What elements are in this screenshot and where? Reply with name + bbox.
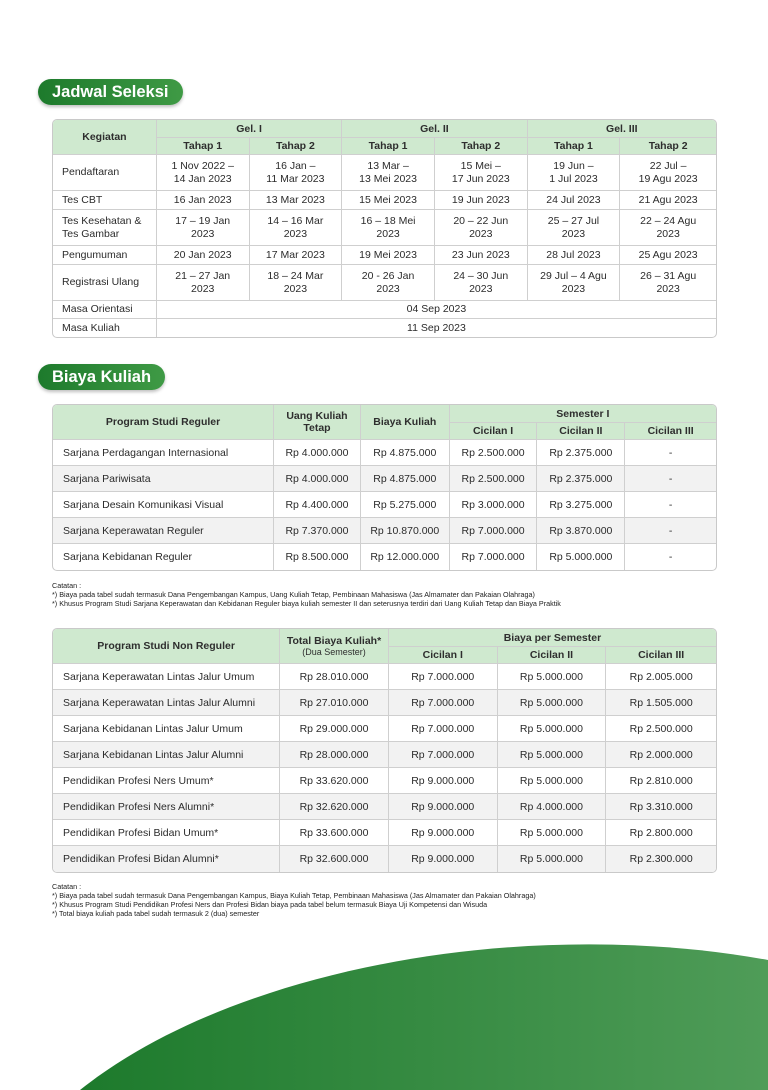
amount-cell: Rp 7.000.000: [389, 664, 498, 690]
amount-cell: Rp 2.375.000: [537, 466, 625, 492]
date-cell: 17 Mar 2023: [250, 246, 343, 265]
header-semester: Semester I: [450, 405, 716, 423]
amount-cell: Rp 10.870.000: [361, 518, 450, 544]
amount-cell: Rp 5.000.000: [498, 690, 607, 716]
date-cell: 21 Agu 2023: [620, 191, 716, 210]
amount-cell: Rp 5.000.000: [498, 846, 607, 872]
program-name: Sarjana Keperawatan Reguler: [53, 518, 274, 544]
table-row: [53, 246, 716, 265]
table-row: [53, 155, 716, 191]
note-line: Catatan :: [52, 581, 82, 590]
amount-cell: Rp 2.800.000: [606, 820, 716, 846]
note-line: *) Total biaya kuliah pada tabel sudah termasuk 2 (dua) semester: [52, 909, 260, 918]
amount-cell: Rp 9.000.000: [389, 768, 498, 794]
decorative-green-wave: [0, 930, 768, 1090]
date-cell: 23 Jun 2023: [435, 246, 528, 265]
amount-cell: Rp 5.000.000: [537, 544, 625, 570]
amount-cell: -: [625, 492, 716, 518]
table-row: [53, 690, 716, 716]
row-label: Registrasi Ulang: [53, 265, 157, 301]
biaya-kuliah-title: Biaya Kuliah: [38, 364, 165, 390]
table-row: [53, 440, 716, 466]
date-cell: 17 – 19 Jan 2023: [157, 210, 250, 246]
header-cicilan: Cicilan III: [625, 423, 716, 440]
amount-cell: Rp 3.275.000: [537, 492, 625, 518]
date-cell: 25 – 27 Jul 2023: [528, 210, 621, 246]
amount-cell: Rp 7.000.000: [389, 742, 498, 768]
jadwal-seleksi-title: Jadwal Seleksi: [38, 79, 183, 105]
date-cell: 29 Jul – 4 Agu 2023: [528, 265, 621, 301]
amount-cell: Rp 2.300.000: [606, 846, 716, 872]
table-row: [53, 820, 716, 846]
table-row: [53, 768, 716, 794]
amount-cell: Rp 32.600.000: [280, 846, 389, 872]
amount-cell: Rp 8.500.000: [274, 544, 361, 570]
program-name: Sarjana Pariwisata: [53, 466, 274, 492]
note-line: *) Khusus Program Studi Pendidikan Profesi Ners dan Profesi Bidan biaya pada tabel belum termasuk Biaya Uji Kompetensi dan Wisuda: [52, 900, 488, 909]
note-line: Catatan :: [52, 882, 82, 891]
amount-cell: Rp 2.500.000: [606, 716, 716, 742]
amount-cell: Rp 9.000.000: [389, 820, 498, 846]
biaya-nonreguler-table: [52, 628, 717, 873]
header-gel-3: Gel. III: [528, 120, 716, 138]
amount-cell: Rp 5.000.000: [498, 664, 607, 690]
table-row: [53, 664, 716, 690]
header-biaya: Biaya Kuliah: [361, 405, 450, 440]
note-line: *) Biaya pada tabel sudah termasuk Dana Pengembangan Kampus, Biaya Kuliah Tetap, Pembinaan Mahasiswa (Jas Almamater dan Pakaian Olahraga): [52, 891, 536, 900]
amount-cell: Rp 9.000.000: [389, 846, 498, 872]
amount-cell: Rp 32.620.000: [280, 794, 389, 820]
amount-cell: Rp 2.000.000: [606, 742, 716, 768]
header-cicilan: Cicilan I: [450, 423, 538, 440]
amount-cell: Rp 7.000.000: [389, 690, 498, 716]
date-cell: 22 – 24 Agu 2023: [620, 210, 716, 246]
amount-cell: -: [625, 518, 716, 544]
header-semester: Biaya per Semester: [389, 629, 716, 647]
amount-cell: Rp 4.000.000: [498, 794, 607, 820]
amount-cell: -: [668, 551, 673, 563]
amount-cell: Rp 3.870.000: [537, 518, 625, 544]
header-gel-1: Gel. I: [157, 120, 342, 138]
table-row: [53, 518, 716, 544]
program-name: Pendidikan Profesi Ners Alumni*: [53, 794, 280, 820]
amount-cell: Rp 33.620.000: [280, 768, 389, 794]
program-name: Sarjana Keperawatan Lintas Jalur Umum: [53, 664, 280, 690]
amount-cell: Rp 5.000.000: [498, 742, 607, 768]
amount-cell: Rp 4.400.000: [274, 492, 361, 518]
amount-cell: Rp 5.000.000: [498, 820, 607, 846]
amount-cell: Rp 3.310.000: [606, 794, 716, 820]
header-gel-2: Gel. II: [342, 120, 527, 138]
amount-cell: Rp 3.000.000: [450, 492, 538, 518]
table-row: [53, 742, 716, 768]
program-name: Sarjana Kebidanan Reguler: [53, 544, 274, 570]
table-row: [53, 301, 716, 319]
date-cell: 26 – 31 Agu 2023: [620, 265, 716, 301]
amount-cell: -: [625, 466, 716, 492]
amount-cell: Rp 28.000.000: [280, 742, 389, 768]
amount-cell: Rp 5.000.000: [498, 716, 607, 742]
header-cicilan: Cicilan II: [498, 647, 607, 664]
amount-cell: Rp 2.810.000: [606, 768, 716, 794]
header-cicilan: Cicilan III: [606, 647, 716, 664]
amount-cell: Rp 2.005.000: [606, 664, 716, 690]
schedule-table: [52, 119, 717, 338]
row-label: Pendaftaran: [53, 155, 157, 191]
date-cell: 14 – 16 Mar 2023: [250, 210, 343, 246]
amount-cell: Rp 7.370.000: [274, 518, 361, 544]
amount-cell: Rp 4.000.000: [274, 440, 361, 466]
amount-cell: Rp 12.000.000: [361, 544, 450, 570]
table-row: [53, 716, 716, 742]
table-row: [53, 492, 716, 518]
table-row: [53, 265, 716, 301]
reguler-notes: [52, 581, 561, 608]
amount-cell: Rp 4.875.000: [361, 440, 450, 466]
amount-cell: Rp 33.600.000: [280, 820, 389, 846]
table-row: [53, 210, 716, 246]
amount-cell: Rp 1.505.000: [606, 690, 716, 716]
program-name: Sarjana Desain Komunikasi Visual: [53, 492, 274, 518]
merged-date-cell: 11 Sep 2023: [407, 321, 466, 334]
date-cell: 19 Jun 2023: [435, 191, 528, 210]
table-row: [53, 319, 716, 337]
program-name: Sarjana Perdagangan Internasional: [53, 440, 274, 466]
date-cell: 22 Jul – 19 Agu 2023: [620, 155, 716, 191]
row-label: Pengumuman: [53, 246, 157, 265]
note-line: *) Biaya pada tabel sudah termasuk Dana Pengembangan Kampus, Uang Kuliah Tetap, Pembinaan Mahasiswa (Jas Almamater dan Pakaian Olahraga): [52, 590, 535, 599]
date-cell: 20 Jan 2023: [157, 246, 250, 265]
header-kegiatan: Kegiatan: [53, 120, 157, 155]
amount-cell: Rp 28.010.000: [280, 664, 389, 690]
header-total: Total Biaya Kuliah* (Dua Semester): [280, 629, 389, 664]
date-cell: 13 Mar 2023: [250, 191, 343, 210]
header-tahap: Tahap 2: [620, 138, 716, 155]
amount-cell: -: [625, 440, 716, 466]
date-cell: 16 Jan 2023: [157, 191, 250, 210]
table-row: [53, 846, 716, 872]
program-name: Pendidikan Profesi Ners Umum*: [53, 768, 280, 794]
table-row: [53, 466, 716, 492]
date-cell: 24 Jul 2023: [528, 191, 621, 210]
note-line: *) Khusus Program Studi Sarjana Keperawatan dan Kebidanan Reguler biaya kuliah semester II dan seterusnya terdiri dari Uang Kuliah Tetap dan Biaya Praktik: [52, 599, 561, 608]
table-row: [53, 794, 716, 820]
date-cell: 16 Jan – 11 Mar 2023: [250, 155, 343, 191]
date-cell: 13 Mar – 13 Mei 2023: [342, 155, 435, 191]
header-cicilan: Cicilan II: [537, 423, 625, 440]
row-label: Tes Kesehatan & Tes Gambar: [53, 210, 157, 246]
date-cell: 28 Jul 2023: [528, 246, 621, 265]
header-cicilan: Cicilan I: [389, 647, 498, 664]
amount-cell: Rp 4.875.000: [361, 466, 450, 492]
table-row: [53, 191, 716, 210]
amount-cell: Rp 5.000.000: [498, 768, 607, 794]
row-label: Tes CBT: [53, 191, 157, 210]
date-cell: 15 Mei – 17 Jun 2023: [435, 155, 528, 191]
date-cell: 21 – 27 Jan 2023: [157, 265, 250, 301]
header-program: Program Studi Non Reguler: [53, 629, 280, 664]
amount-cell: Rp 2.500.000: [450, 466, 538, 492]
header-tahap: Tahap 1: [528, 138, 621, 155]
merged-date-cell: 04 Sep 2023: [157, 301, 716, 319]
program-name: Sarjana Kebidanan Lintas Jalur Umum: [53, 716, 280, 742]
header-ukt: Uang Kuliah Tetap: [274, 405, 361, 440]
program-name: Pendidikan Profesi Bidan Alumni*: [53, 846, 280, 872]
date-cell: 16 – 18 Mei 2023: [342, 210, 435, 246]
nonreguler-notes: [52, 882, 536, 918]
amount-cell: Rp 27.010.000: [280, 690, 389, 716]
date-cell: 19 Jun – 1 Jul 2023: [528, 155, 621, 191]
date-cell: 19 Mei 2023: [342, 246, 435, 265]
amount-cell: Rp 7.000.000: [450, 518, 538, 544]
date-cell: 25 Agu 2023: [620, 246, 716, 265]
amount-cell: Rp 9.000.000: [389, 794, 498, 820]
header-program: Program Studi Reguler: [53, 405, 274, 440]
header-tahap: Tahap 2: [435, 138, 528, 155]
amount-cell: Rp 29.000.000: [280, 716, 389, 742]
amount-cell: Rp 7.000.000: [389, 716, 498, 742]
date-cell: 20 – 22 Jun 2023: [435, 210, 528, 246]
amount-cell: Rp 2.500.000: [450, 440, 538, 466]
header-tahap: Tahap 1: [157, 138, 250, 155]
header-tahap: Tahap 2: [250, 138, 343, 155]
date-cell: 18 – 24 Mar 2023: [250, 265, 343, 301]
amount-cell: Rp 7.000.000: [450, 544, 538, 570]
program-name: Sarjana Keperawatan Lintas Jalur Alumni: [53, 690, 280, 716]
date-cell: 1 Nov 2022 – 14 Jan 2023: [157, 155, 250, 191]
header-tahap: Tahap 1: [342, 138, 435, 155]
date-cell: 20 - 26 Jan 2023: [342, 265, 435, 301]
table-row: [53, 544, 716, 570]
amount-cell: Rp 2.375.000: [537, 440, 625, 466]
biaya-reguler-table: [52, 404, 717, 571]
amount-cell: Rp 5.275.000: [361, 492, 450, 518]
row-label: Masa Orientasi: [53, 301, 157, 319]
amount-cell: Rp 4.000.000: [274, 466, 361, 492]
program-name: Sarjana Kebidanan Lintas Jalur Alumni: [53, 742, 280, 768]
row-label: Masa Kuliah: [53, 319, 157, 337]
program-name: Pendidikan Profesi Bidan Umum*: [53, 820, 280, 846]
date-cell: 15 Mei 2023: [342, 191, 435, 210]
date-cell: 24 – 30 Jun 2023: [435, 265, 528, 301]
